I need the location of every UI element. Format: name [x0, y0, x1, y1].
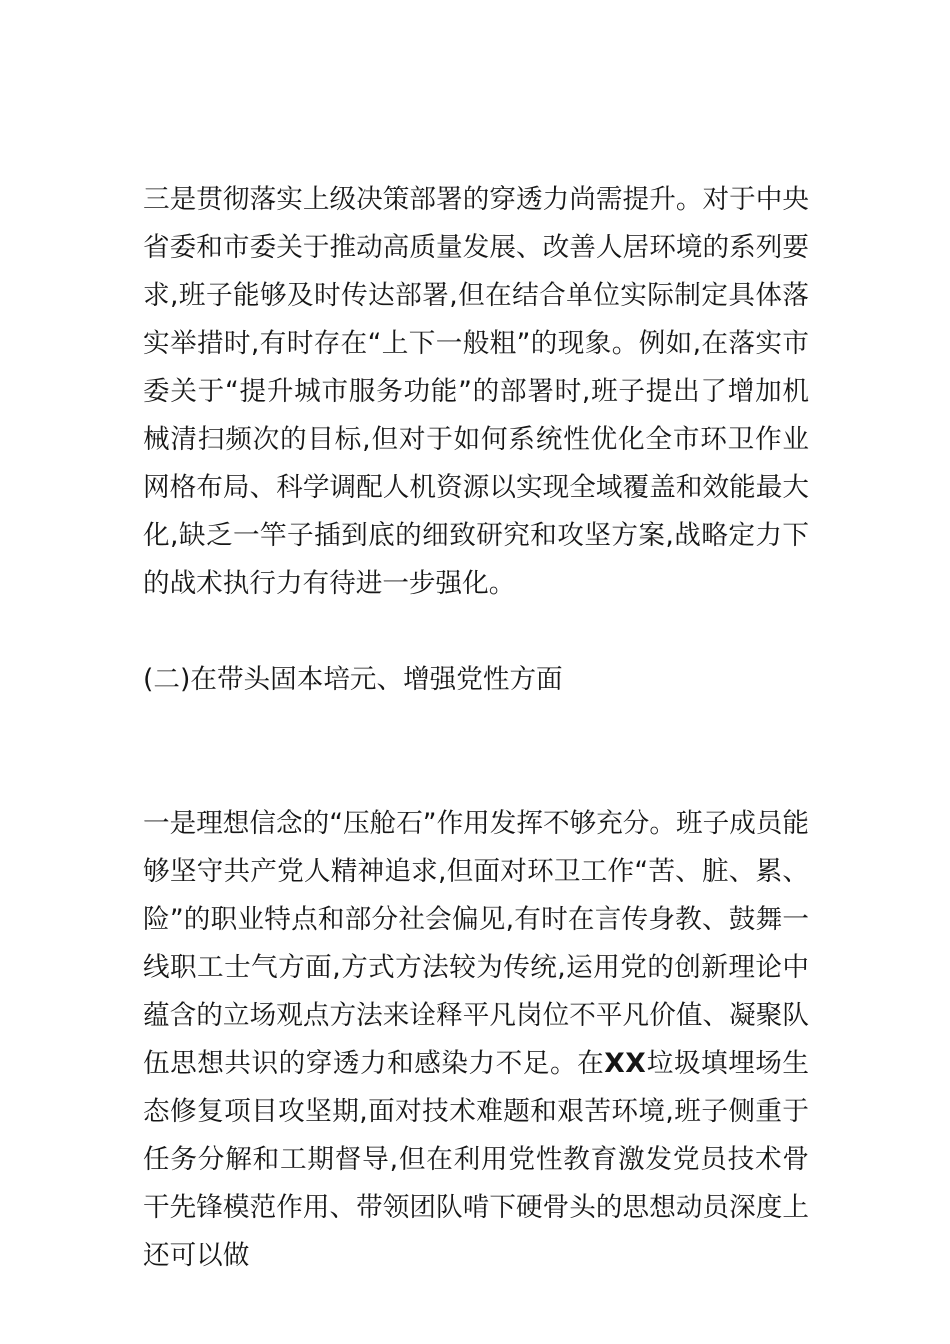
- section-heading-two: (二)在带头固本培元、增强党性方面: [143, 664, 563, 695]
- paragraph-text-before-placeholder: 一是理想信念的“压舱石”作用发挥不够充分。班子成员能够坚守共产党人精神追求,但面对环卫工作“苦、脏、累、险”的职业特点和部分社会偏见,有时在言传身教、鼓舞一线职工士气方面,方式方法较为传统,运用党的创新理论中蕴含的立场观点方法来诠释平凡岗位不平凡价值、凝聚队伍思想共识的穿透力和感染力不足。在: [143, 808, 809, 1079]
- heading-spacer: [143, 704, 809, 800]
- paragraph-one-ballast-stone: [143, 800, 809, 1280]
- paragraph-spacer: [143, 608, 809, 656]
- redacted-place-name-placeholder: XX: [604, 1048, 647, 1079]
- paragraph-three-penetration: 三是贯彻落实上级决策部署的穿透力尚需提升。对于中央省委和市委关于推动高质量发展、改善人居环境的系列要求,班子能够及时传达部署,但在结合单位实际制定具体落实举措时,有时存在“上下一般粗”的现象。例如,在落实市委关于“提升城市服务功能”的部署时,班子提出了增加机械清扫频次的目标,但对于如何系统性优化全市环卫作业网格布局、科学调配人机资源以实现全域覆盖和效能最大化,缺乏一竿子插到底的细致研究和攻坚方案,战略定力下的战术执行力有待进一步强化。: [143, 184, 809, 599]
- paragraph-text-after-placeholder: 垃圾填埋场生态修复项目攻坚期,面对技术难题和艰苦环境,班子侧重于任务分解和工期督导,但在利用党性教育激发党员技术骨干先锋模范作用、带领团队啃下硬骨头的思想动员深度上还可以做: [143, 1048, 810, 1271]
- document-text-column: [143, 176, 809, 1280]
